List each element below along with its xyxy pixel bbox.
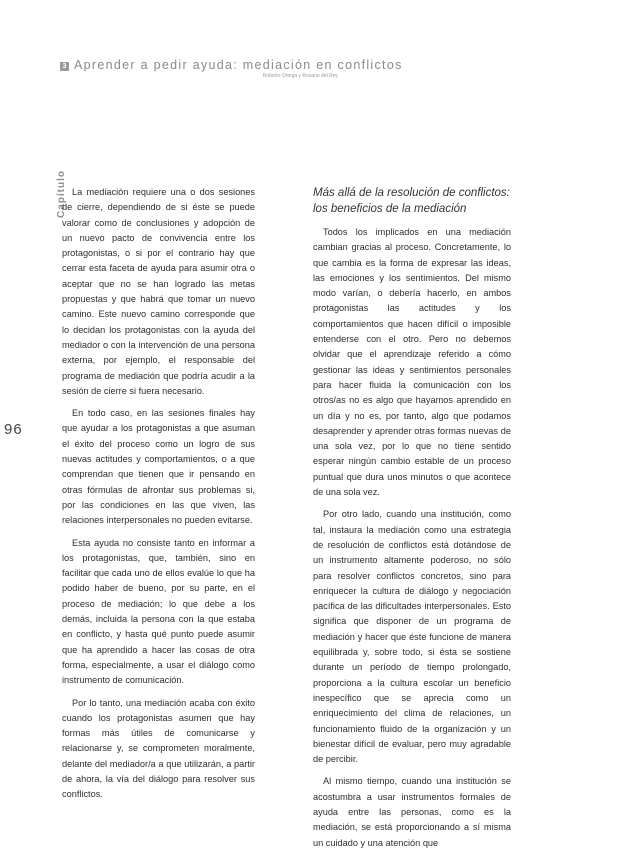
section-heading: Más allá de la resolución de conflictos: los beneficios de la mediación [313,187,510,215]
chapter-number-badge: 3 [60,62,69,71]
chapter-side-label-text: Capítulo [56,170,67,218]
running-header-title: Aprender a pedir ayuda: mediación en conflictos [74,58,403,72]
paragraph: Por lo tanto, una mediación acaba con éxito cuando los protagonistas asumen que hay formas más útiles de comunicarse y relacionarse y, se comprometen moralmente, delante del mediador/a a que utilizarán, a partir de ahora, la vía del diálogo para resolver sus conflictos. [62,697,255,800]
left-text-column [62,185,255,810]
running-header-authors: Roberto Ortega y Rosario del Rey [262,73,338,79]
paragraph: En todo caso, en las sesiones finales hay que ayudar a los protagonistas a que asuman el éxito del proceso como un logro de sus nuevas actitudes y comportamientos, o a que comprendan que tienen que ir pensando en otras fórmulas de afrontar sus problemas si, por las condiciones en las que viven, las relaciones interpersonales no pueden evitarse. [62,408,255,526]
right-text-column [313,185,511,858]
paragraph: Esta ayuda no consiste tanto en informar a los protagonistas, que, también, sino en facilitar que cada uno de ellos evalúe lo que ha podido haber de bueno, por su parte, en el proceso de mediación; lo que debe a los demás, incluida la persona con la que estaba en conflicto, y hasta qué punto puede asumir que ha aprendido a hacer las cosas de otra forma, especialmente, a usar el diálogo como instrumento de comunicación. [62,537,255,686]
paragraph: La mediación requiere una o dos sesiones de cierre, dependiendo de si éste se puede valorar como de conclusiones y adopción de un nuevo pacto de convivencia entre los protagonistas, o si por el contrario hay que cerrar esta faceta de ayuda para asumir otra o aceptar que no se han logrado las metas propuestas y que habrá que tomar un nuevo camino. Este nuevo camino corresponde que lo decidan los protagonistas con la ayuda del mediador o con la intervención de una persona externa, por ejemplo, el responsable del programa de mediación que podría acudir a la sesión de cierre si fuera necesario. [62,187,255,396]
paragraph: Por otro lado, cuando una institución, como tal, instaura la mediación como una estrategia de resolución de conflictos está dotándose de un instrumento altamente poderoso, no sólo para resolver conflictos concretos, sino para enriquecer la cultura de diálogo y negociación pacífica de las dificultades interpersonales. Esto significa que disponer de un programa de mediación y hacer que éste funcione de manera equilibrada y, sobre todo, si ésta se sostiene durante un período de tiempo prolongado, proporciona a la cultura escolar un beneficio inespecífico que se aprecia como un enriquecimiento del clima de relaciones, un funcionamiento fluido de la organización y un bienestar difícil de evaluar, pero muy agradable de percibir. [313,509,511,765]
page-number: 96 [4,421,23,438]
paragraph: Todos los implicados en una mediación cambian gracias al proceso. Concretamente, lo que cambia es la forma de expresar las ideas, las emociones y los sentimientos. Del mismo modo varían, o debería hacerlo, en ambos protagonistas las actitudes y los comportamientos que hacen difícil o imposible entenderse con el otro. Pero no debemos olvidar que el aprendizaje referido a cómo gestionar las ideas y sentimientos personales para hacer fluida la comunicación con los otros/as no es algo que hayamos aprendido en un día y no es, por tanto, algo que podamos desaprender y aprender otras formas nuevas de una sola vez, por lo que no tiene sentido esperar ningún cambio estable de un proceso puntual que dura unos minutos o que acontece de una sola vez. [313,227,511,498]
paragraph: Al mismo tiempo, cuando una institución se acostumbra a usar instrumentos formales de ayuda entre las personas, como es la mediación, se está proporcionando a sí misma un cuidado y una atención que [313,776,511,848]
